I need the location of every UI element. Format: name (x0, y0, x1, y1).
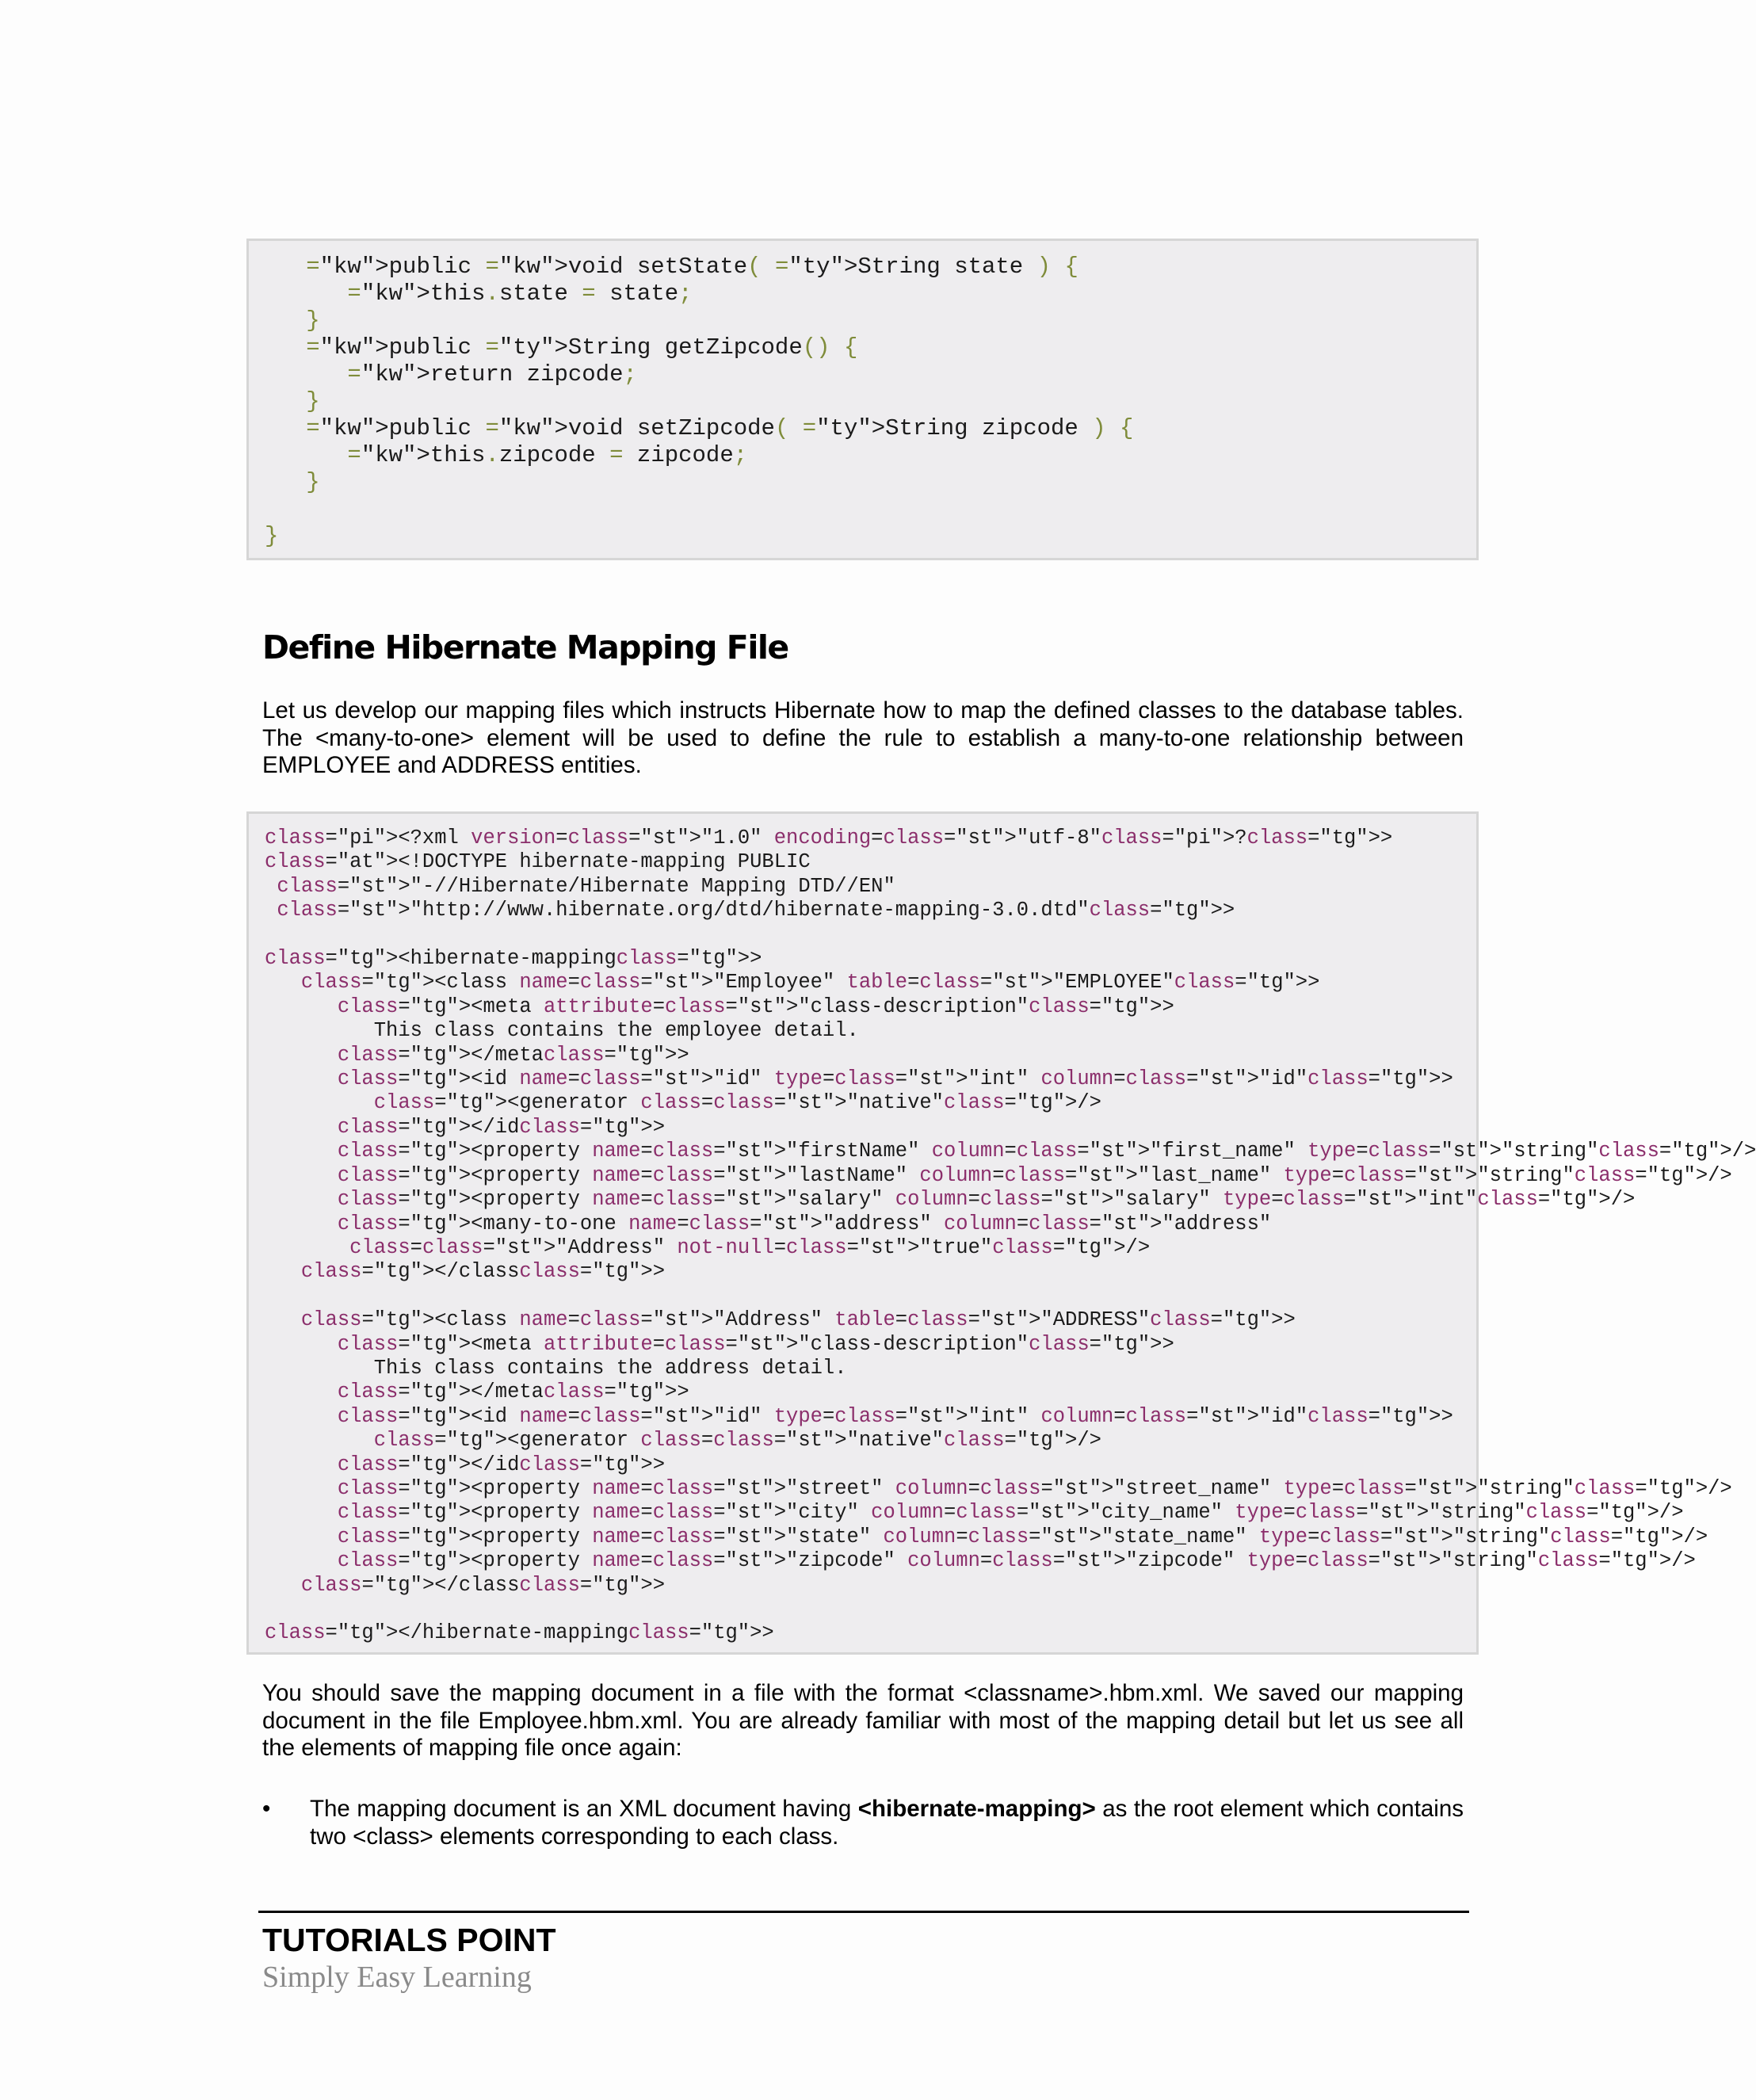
java-code-line (265, 496, 1133, 523)
save-mapping-paragraph: You should save the mapping document in a file with the format <classname>.hbm.xml. We saved our mapping document in the file Employee.hbm.xml. You are already familiar with most of the mapping detail but let us see all the elements of mapping file once again: (262, 1680, 1464, 1761)
footer-tagline: Simply Easy Learning (262, 1961, 532, 1994)
java-code-line: ="kw">this.zipcode = zipcode; (347, 442, 748, 468)
xml-code-line: class="tg"><generator class=class="st">"native"class="tg">/> (373, 1091, 1101, 1115)
java-code-line: } (306, 469, 320, 495)
bullet-text-start: The mapping document is an XML document having (310, 1796, 858, 1822)
xml-code-line: class="tg"></idclass="tg">> (337, 1453, 666, 1476)
xml-code-line (265, 923, 1756, 947)
xml-code-line: class="tg"></classclass="tg">> (300, 1573, 666, 1597)
xml-code-line: class="tg"><property name=class="st">"zipcode" column=class="st">"zipcode" type=class="st">"string"class="tg">/> (337, 1549, 1696, 1573)
xml-code-line: class="tg"><meta attribute=class="st">"class-description"class="tg">> (337, 995, 1174, 1018)
bullet-bold-term: <hibernate-mapping> (857, 1796, 1096, 1822)
xml-code-line: This class contains the employee detail. (265, 1019, 859, 1043)
bullet-icon: • (262, 1796, 271, 1822)
xml-code-line: class="tg"><id name=class="st">"id" type=class="st">"int" column=class="st">"id"class="tg">> (337, 1404, 1453, 1428)
java-code-line: } (306, 307, 320, 334)
java-code-lines (265, 254, 1133, 550)
xml-code-line (265, 1285, 1756, 1308)
intro-paragraph: Let us develop our mapping files which instructs Hibernate how to map the defined classes to the database tables. The <many-to-one> element will be used to define the rule to establish a many-to-one relationship between EMPLOYEE and ADDRESS entities. (262, 697, 1464, 778)
xml-code-lines (265, 827, 1756, 1646)
xml-code-line: class="st">"-//Hibernate/Hibernate Mapping DTD//EN" (277, 874, 895, 898)
section-heading: Define Hibernate Mapping File (262, 628, 788, 666)
bullet-text-end: as the root element which contains two <class> elements corresponding to each class. (310, 1796, 1464, 1850)
xml-code-line (265, 1598, 1756, 1621)
xml-code-line: class="tg"><property name=class="st">"salary" column=class="st">"salary" type=class="st">"int"class="tg">/> (337, 1188, 1636, 1212)
xml-code-line: class="tg"><class name=class="st">"Employee" table=class="st">"EMPLOYEE"class="tg">> (300, 971, 1320, 995)
xml-code-line: class="at"><!DOCTYPE hibernate-mapping PUBLIC (265, 850, 811, 874)
java-code-line: ="kw">return zipcode; (347, 361, 637, 388)
xml-code-line: class="tg"><property name=class="st">"street" column=class="st">"street_name" type=class="st">"string"class="tg">/> (337, 1476, 1732, 1500)
xml-code-line: This class contains the address detail. (265, 1356, 847, 1380)
xml-code-line: class=class="st">"Address" not-null=class="st">"true"class="tg">/> (349, 1235, 1151, 1259)
xml-code-line: class="tg"><property name=class="st">"state" column=class="st">"state_name" type=class="st">"string"class="tg">/> (337, 1525, 1708, 1548)
xml-code-line: class="tg"><generator class=class="st">"native"class="tg">/> (373, 1429, 1101, 1453)
xml-code-line: class="tg"></idclass="tg">> (337, 1115, 666, 1139)
java-code-line: ="kw">public ="kw">void setZipcode( ="ty">String zipcode ) { (306, 415, 1134, 441)
xml-code-line: class="tg"><property name=class="st">"lastName" column=class="st">"last_name" type=class="st">"string"class="tg">/> (337, 1163, 1732, 1187)
java-code-line: } (265, 523, 279, 549)
java-code-block (246, 239, 1479, 560)
java-code-line: ="kw">public ="ty">String getZipcode() { (306, 334, 858, 361)
bullet-text (310, 1796, 1464, 1850)
xml-code-line: class="tg"></metaclass="tg">> (337, 1380, 689, 1404)
xml-code-line: class="tg"><hibernate-mappingclass="tg">> (265, 947, 762, 971)
java-code-line: ="kw">this.state = state; (347, 281, 693, 307)
xml-code-line: class="tg"></classclass="tg">> (300, 1260, 666, 1284)
xml-code-line: class="tg"><many-to-one name=class="st">"address" column=class="st">"address" (337, 1212, 1272, 1235)
footer-brand: TUTORIALS POINT (262, 1922, 556, 1958)
xml-code-line: class="tg"><property name=class="st">"city" column=class="st">"city_name" type=class="st">"string"class="tg">/> (337, 1501, 1684, 1525)
xml-code-line: class="tg"></metaclass="tg">> (337, 1043, 689, 1067)
xml-code-line: class="tg"><id name=class="st">"id" type=class="st">"int" column=class="st">"id"class="tg">> (337, 1067, 1453, 1091)
xml-code-block (246, 811, 1756, 1655)
xml-code-line: class="tg"><class name=class="st">"Address" table=class="st">"ADDRESS"class="tg">> (300, 1308, 1296, 1332)
xml-code-line: class="tg"><property name=class="st">"firstName" column=class="st">"first_name" type=class="st">"string"class="tg">/> (337, 1140, 1756, 1163)
xml-code-line: class="tg"></hibernate-mappingclass="tg">> (265, 1621, 774, 1645)
java-code-line: } (306, 388, 320, 414)
java-code-line: ="kw">public ="kw">void setState( ="ty">String state ) { (306, 254, 1078, 280)
xml-code-line: class="st">"http://www.hibernate.org/dtd/hibernate-mapping-3.0.dtd"class="tg">> (277, 899, 1235, 922)
xml-code-line: class="tg"><meta attribute=class="st">"class-description"class="tg">> (337, 1332, 1174, 1356)
footer-divider (258, 1911, 1469, 1913)
xml-code-line: class="pi"><?xml version=class="st">"1.0" encoding=class="st">"utf-8"class="pi">?class="tg">> (265, 827, 1393, 850)
